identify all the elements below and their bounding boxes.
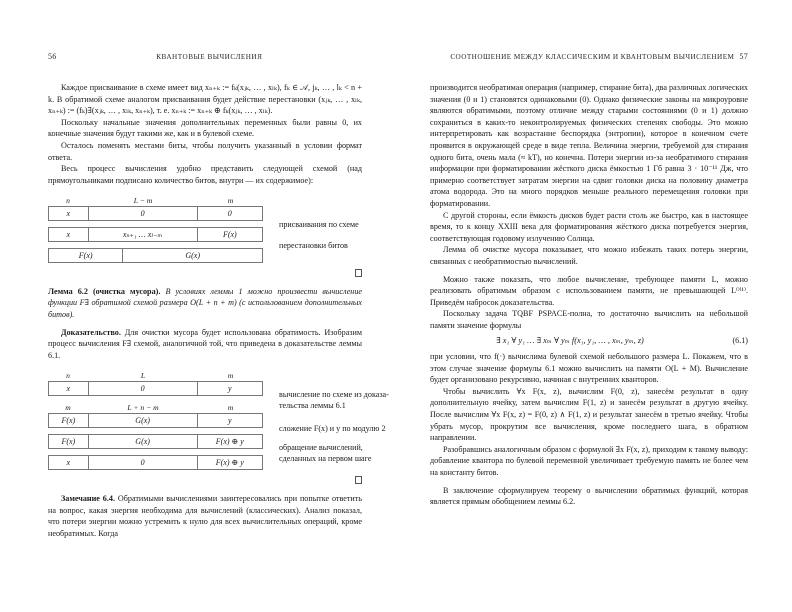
annotation-reverse-line2: сделанных на первом шаге [279, 454, 372, 464]
paragraph-assignment-form: Каждое присваивание в схеме имеет вид xₙ₊ₖ := fₖ(xⱼₖ, … , xₗₖ), fₖ ∈ 𝒜, jₖ, … , lₖ < n + k. В обратимой схеме аналогом присваивания будет действие перестановки (xⱼₖ, … , xₗₖ, xₙ₊ₖ) := (fₖ)∃(xⱼₖ, … , xₗₖ, xₙ₊ₖ), т. е. xₙ₊ₖ := xₙ₊ₖ ⊕ fₖ(xⱼₖ, … , xₗₖ). [48, 83, 362, 116]
cell-F-of-x: F(x) [49, 414, 89, 427]
paragraph-initial-values: Поскольку начальные значения дополнительных переменных были равны 0, их конечные значения будут такими же, как и в булевой схеме. [48, 117, 362, 139]
diagram-2-row-4 [48, 455, 263, 470]
cell-x: x [49, 456, 89, 469]
cell-F-xor-y: F(x) ⊕ y [215, 458, 244, 468]
diagram-1-label-L-minus-m: L − m [133, 196, 153, 206]
diagram-2-label-m-right: m [227, 403, 234, 413]
running-head-left [48, 52, 362, 68]
lemma-6-2-head: Лемма 6.2 (очистка мусора). [48, 286, 161, 296]
proof-body: Для очистки мусора будет использована обратимость. Изобразим процесс вычисления F∃ схемой, аналогичной той, что приведена в доказательстве леммы 6.1. [48, 327, 362, 360]
proof-lemma-6-2 [48, 327, 362, 362]
cell-zero: 0 [89, 456, 198, 469]
cell-x: x [49, 228, 89, 241]
paragraph-swap-bits: Осталось поменять местами биты, чтобы получить указанный в условии формат ответа. [48, 140, 362, 162]
diagram-1-annotations [279, 195, 362, 269]
cell-F-xor-y: F(x) ⊕ y [215, 437, 244, 447]
cell-y: y [228, 416, 232, 426]
remark-6-4-head: Замечание 6.4. [61, 493, 115, 503]
page-number-right: 57 [739, 52, 748, 61]
running-head-title-right: СООТНОШЕНИЕ МЕЖДУ КЛАССИЧЕСКИМ И КВАНТОВЫМ ВЫЧИСЛЕНИЕМ [450, 53, 735, 61]
diagram-1-tables [48, 195, 263, 269]
lemma-6-2-body: В условиях леммы 1 можно произвести вычисление функции F∃ обратимой схемой размера O(L + n + m) (с использованием дополнительных битов). [48, 286, 362, 320]
annotation-assignments-by-scheme: присваивания по схеме [279, 220, 359, 230]
cell-G-of-x: G(x) [185, 251, 200, 261]
page-right-body [430, 82, 748, 508]
diagram-2-bit-count-labels-mid [48, 402, 263, 413]
paragraph-condition-f: при условии, что f(·) вычислима булевой схемой небольшого размера L. Покажем, что в этом случае значение формулы 6.1 можно вычислить на памяти O(L + M). Вычисление будет организовано рекурсивно, начиная с внутренних кванторов. [430, 352, 748, 385]
equation-6-1-number: (6.1) [732, 336, 748, 346]
running-head-right [430, 52, 748, 68]
diagram-2-qed [48, 476, 362, 487]
annotation-bit-permutation: перестановки битов [279, 241, 348, 251]
cell-zero: 0 [89, 382, 198, 395]
lemma-6-2 [48, 286, 362, 321]
diagram-2-label-m: m [227, 371, 234, 381]
qed-box-icon [355, 476, 363, 484]
cell-F-of-x: F(x) [222, 230, 237, 240]
cell-x: x [49, 382, 89, 395]
diagram-2-annotations [279, 370, 389, 476]
diagram-2-row-2 [48, 413, 263, 428]
cell-x-range: xₙ₊₁ … xₗ₋ₘ [89, 228, 198, 241]
cell-x: x [49, 207, 89, 220]
diagram-2-label-L-plus-n-minus-m: L + n − m [127, 403, 159, 413]
paragraph-exists-conclusion: Разобравшись аналогичным образом с формулой ∃x F(x, z), приходим к такому выводу: добавление квантора по булевой переменной увеличивает требуемую память не более чем на константу битов. [430, 444, 748, 477]
diagram-1-label-n: n [66, 196, 70, 206]
proof-head: Доказательство. [61, 327, 121, 337]
diagram-2-row-1 [48, 381, 263, 396]
page-left-body [48, 82, 389, 539]
diagram-2-label-n: n [66, 371, 70, 381]
diagram-1-row-3 [48, 248, 263, 263]
cell-F-of-x: F(x) [49, 249, 123, 262]
diagram-1-label-m: m [227, 196, 234, 206]
qed-box-icon [355, 269, 363, 277]
paragraph-compute-forall: Чтобы вычислить ∀x F(x, z), вычислим F(0, z), занесём результат в одну дополнительную ячейку, затем вычислим F(1, z) и занесём результат в другую ячейку. После вычислим ∀x F(x, z) = F(0, z) ∧ F(1, z) и результат занесём в третью ячейку. Чтобы убрать мусор, прокрутим все вычисления, кроме последнего шага, в обратном направлении. [430, 386, 748, 443]
cell-G-of-x: G(x) [89, 414, 198, 427]
annotation-reverse-line1: обращение вычислений, [279, 443, 363, 453]
diagram-2-tables [48, 370, 263, 476]
diagram-1-bit-count-labels [48, 195, 263, 206]
equation-6-1 [430, 335, 748, 347]
annotation-xor-mod-2: сложение F(x) и y по модулю 2 [279, 424, 386, 434]
cell-zero: 0 [227, 209, 232, 219]
page-right [396, 0, 792, 612]
remark-6-4-body: Обратимыми вычислениями заинтересовались при попытке ответить на вопрос, какая энергия необходима для вычислений (классических). Анализ показал, что потери энергии можно устремить к нулю для всех вычислительных операций, кроме необратимых. Когда [48, 493, 363, 538]
annotation-compute-by-lemma-line1: вычисление по схеме из доказа- [279, 390, 389, 400]
diagram-2-row-3 [48, 434, 263, 449]
diagram-2-label-L: L [140, 371, 146, 381]
equation-6-1-body: ∃ x₁ ∀ y₁ … ∃ xₘ ∀ yₘ f(x₁, y₁, … , xₘ, yₘ, z) [496, 336, 644, 346]
paragraph-tqbf-pspace: Поскольку задача TQBF PSPACE-полна, то достаточно вычислить на небольшой памяти значение формулы [430, 309, 748, 330]
page-number-left: 56 [48, 52, 57, 61]
remark-6-4 [48, 493, 362, 539]
cell-G-of-x: G(x) [89, 435, 198, 448]
register-diagram-2 [48, 370, 389, 487]
paragraph-scheme-intro: Весь процесс вычисления удобно представить следующей схемой (над прямоугольниками подписано количество битов, внутри — их содержимое): [48, 164, 362, 185]
paragraph-garbage-cleanup-lemma: Лемма об очистке мусора показывает, что можно избежать таких потерь энергии, связанных с необратимостью вычислений. [430, 245, 748, 266]
cell-zero: 0 [89, 207, 198, 220]
cell-F-of-x: F(x) [49, 435, 89, 448]
diagram-2-bit-count-labels-top [48, 370, 263, 381]
running-head-title-left: КВАНТОВЫЕ ВЫЧИСЛЕНИЯ [156, 53, 263, 61]
paragraph-memory-bound: Можно также показать, что любое вычисление, требующее памяти L, можно реализовать обратимым образом с использованием памяти, не превышающей Lᴼ⁽¹⁾. Приведём набросок доказательства. [430, 274, 748, 307]
paragraph-closing-theorem: В заключение сформулируем теорему о вычислении обратимых функций, которая является прямым обобщением леммы 6.2. [430, 485, 748, 507]
diagram-1-row-2 [48, 227, 263, 242]
diagram-1-row-1 [48, 206, 263, 221]
paragraph-irreversible-operation: производится необратимая операция (например, стирание бита), два различных логических значения (0 и 1) становятся одинаковыми (0). Однако физические законы на микроуровне являются обратимыми, поэтому отличие между старыми состояниями (0 и 1) должно сохраниться в каких-то неконтролируемых физических степенях свободы. Это можно интерпретировать как возрастание беспорядка (энтропии), которое в конечном счете проявится в окружающей среде в виде тепла. Величина энергии, требуемой для стирания одного бита, очень мала (≈ kT), но конечна. Потери энергии из-за необратимого стирания информации при форматировании жёсткого диска ёмкостью 1 Гб равна 3 · 10⁻¹¹ Дж, что примерно соответствует затратам энергии на сдвиг головки диска на половину диаметра атома водорода. Это на много порядков меньше реального перемещения головки при форматировании. [430, 83, 748, 208]
paragraph-disk-capacity-growth: С другой стороны, если ёмкость дисков будет расти столь же быстро, как в настоящее время, то к концу XXIII века для форматирования жёсткого диска потребуется энергия, соответствующая годовому излучению Солнца. [430, 210, 748, 243]
diagram-2-label-m-left: m [65, 403, 71, 413]
diagram-1-qed [48, 269, 362, 280]
annotation-compute-by-lemma-line2: тельства леммы 6.1 [279, 401, 346, 411]
cell-y: y [228, 384, 232, 394]
register-diagram-1 [48, 195, 362, 280]
